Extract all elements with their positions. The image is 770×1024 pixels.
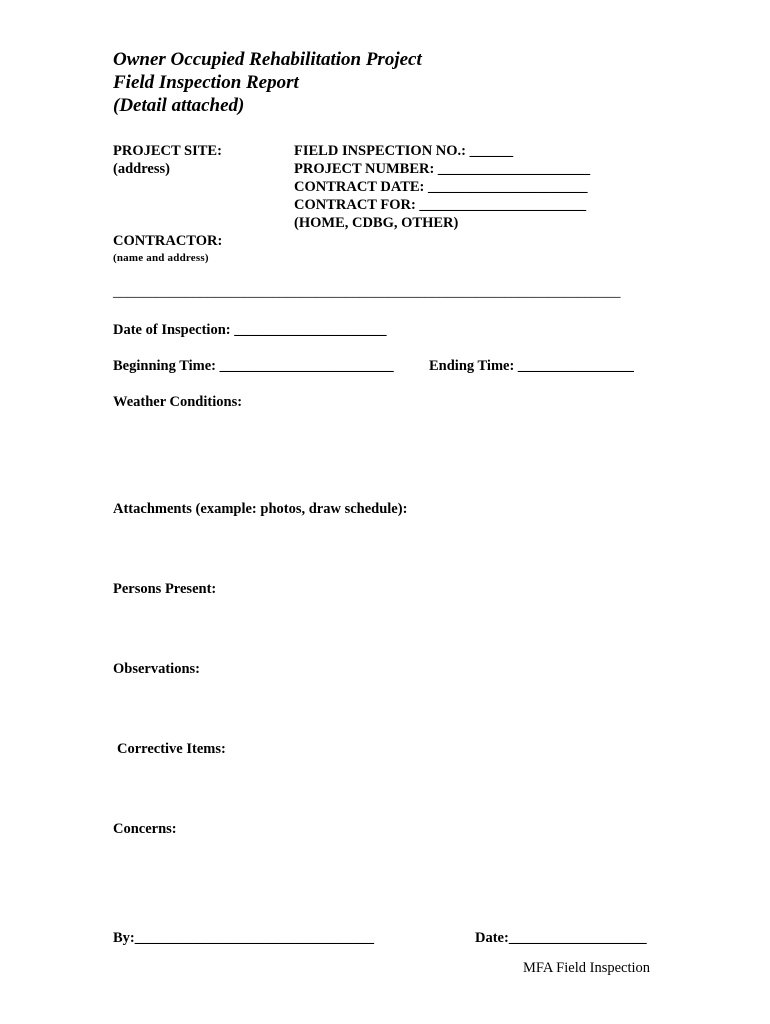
project-site-hint: (address) — [113, 161, 170, 177]
project-site-label: PROJECT SITE: — [113, 143, 222, 159]
observations-label: Observations: — [113, 661, 200, 677]
contract-for: CONTRACT FOR: _______________________ — [294, 197, 587, 213]
contract-date: CONTRACT DATE: ______________________ — [294, 179, 588, 195]
title-line-2: Field Inspection Report — [113, 72, 299, 93]
weather-conditions-label: Weather Conditions: — [113, 394, 243, 410]
contractor-label: CONTRACTOR: — [113, 233, 223, 249]
title-line-3: (Detail attached) — [113, 95, 245, 116]
separator-line: ______________________________________________________________________ — [113, 284, 621, 300]
contract-for-options: (HOME, CDBG, OTHER) — [294, 215, 459, 231]
field-inspection-no: FIELD INSPECTION NO.: ______ — [294, 143, 514, 159]
date-of-inspection-field: Date of Inspection: _____________________ — [113, 322, 387, 338]
corrective-items-label: Corrective Items: — [117, 741, 226, 757]
concerns-label: Concerns: — [113, 821, 177, 837]
project-number: PROJECT NUMBER: _____________________ — [294, 161, 591, 177]
title-line-1: Owner Occupied Rehabilitation Project — [113, 49, 422, 70]
signature-by-field: By:_________________________________ — [113, 930, 374, 946]
ending-time-field: Ending Time: ________________ — [429, 358, 634, 374]
attachments-label: Attachments (example: photos, draw schedule): — [113, 501, 408, 517]
footer-text: MFA Field Inspection — [523, 960, 651, 976]
contractor-hint: (name and address) — [113, 252, 209, 264]
beginning-time-field: Beginning Time: ________________________ — [113, 358, 394, 374]
signature-date-field: Date:___________________ — [475, 930, 647, 946]
persons-present-label: Persons Present: — [113, 581, 217, 597]
